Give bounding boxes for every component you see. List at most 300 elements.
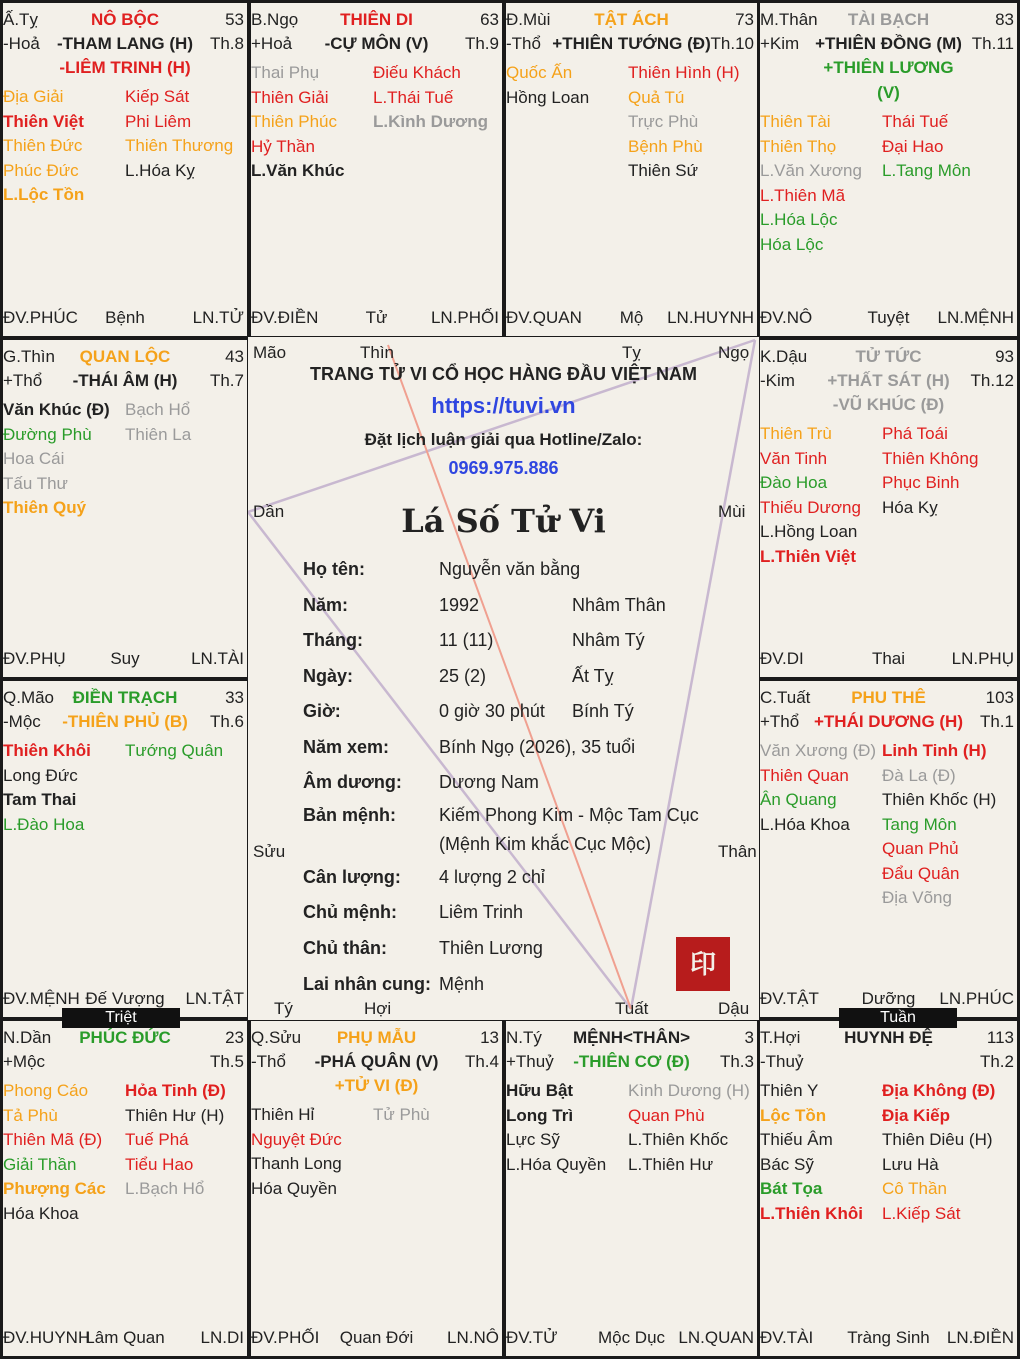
- palace-name: PHU THÊ: [851, 688, 926, 707]
- truong-sinh: Dưỡng: [861, 989, 916, 1008]
- star-item: Tấu Thư: [3, 473, 68, 493]
- palace-thin[interactable]: [0, 337, 250, 680]
- info-row: [303, 737, 753, 767]
- chart-heading: Lá Số Tử Vi: [401, 502, 606, 540]
- luu-nien: LN.TÀI: [191, 649, 244, 668]
- hotline-phone[interactable]: 0969.975.886: [448, 458, 559, 478]
- palace-main-row: [3, 712, 247, 734]
- star-column-left: [3, 1079, 106, 1226]
- dai-van: ĐV.MỆNH: [3, 989, 80, 1008]
- palace-footer: [760, 647, 1017, 669]
- palace-main-row: [760, 371, 1017, 393]
- star-item: Thiên Y: [760, 1081, 819, 1100]
- star-item: Thiên Diêu (H): [882, 1130, 993, 1149]
- star-item: Nguyệt Đức: [251, 1129, 342, 1149]
- palace-main-row: [3, 1052, 247, 1074]
- star-item: Văn Tinh: [760, 448, 828, 468]
- palace-can-chi: N.Dần: [3, 1028, 52, 1047]
- star-column-right: [882, 422, 978, 520]
- info-key: Năm:: [303, 595, 349, 615]
- star-item: L.Đào Hoa: [3, 814, 85, 834]
- info-value-canchi: Nhâm Thân: [572, 595, 666, 615]
- corner-dan: Dần: [253, 502, 285, 521]
- star-item: L.Lộc Tồn: [3, 185, 85, 204]
- star-item: L.Tang Môn: [882, 161, 971, 180]
- star-item: Tả Phù: [3, 1105, 58, 1125]
- star-item: L.Văn Khúc: [251, 161, 345, 180]
- info-row: [303, 666, 753, 696]
- palace-can-chi: Ấ.Tỵ: [3, 10, 38, 29]
- palace-th: Th.12: [970, 371, 1014, 390]
- star-item: Phá Toái: [882, 424, 948, 443]
- palace-name: THIÊN DI: [340, 10, 413, 29]
- palace-footer: [251, 306, 502, 328]
- palace-age: 113: [986, 1028, 1014, 1047]
- truong-sinh: Bệnh: [105, 308, 145, 327]
- corner-dau: Dậu: [718, 999, 750, 1018]
- palace-header: [3, 681, 247, 705]
- star-item: Văn Khúc (Đ): [3, 400, 110, 419]
- info-row: [303, 701, 753, 731]
- star-item: L.Thiên Khôi: [760, 1203, 863, 1223]
- star-column-left: [506, 1079, 606, 1177]
- palace-ty[interactable]: [0, 0, 250, 339]
- star-item: L.Bạch Hổ: [125, 1179, 205, 1198]
- star-item: Thiên Phúc: [251, 112, 337, 131]
- palace-element: -Mộc: [3, 712, 41, 731]
- star-column-left: [760, 110, 862, 257]
- star-column-right: [125, 398, 191, 447]
- star-item: Thiên Trù: [760, 424, 832, 443]
- star-item: Thiên Thương: [125, 136, 234, 155]
- star-item: Bạch Hổ: [125, 400, 191, 419]
- corner-suu: Sửu: [253, 842, 286, 861]
- palace-main-row: [3, 371, 247, 393]
- star-item: Hóa Quyền: [251, 1178, 337, 1198]
- star-item: Lực Sỹ: [506, 1130, 560, 1149]
- dai-van: ĐV.NÔ: [760, 308, 813, 327]
- info-key: Chủ thân:: [303, 938, 387, 958]
- palace-header: [760, 340, 1017, 364]
- info-value-canchi: Nhâm Tý: [572, 630, 645, 650]
- info-key: Năm xem:: [303, 737, 390, 757]
- dai-van: ĐV.TẬT: [760, 989, 819, 1008]
- palace-th: Th.10: [710, 34, 754, 53]
- star-item: L.Thái Tuế: [373, 87, 454, 107]
- palace-tag-mao: Triệt: [62, 1008, 180, 1028]
- info-value: 11 (11): [439, 630, 494, 650]
- star-column-right: [628, 61, 739, 184]
- palace-header: [506, 3, 757, 27]
- palace-header: [760, 3, 1017, 27]
- star-item: Hỏa Tinh (Đ): [125, 1081, 226, 1100]
- info-value: Bính Ngọ (2026), 35 tuổi: [439, 737, 636, 757]
- luu-nien: LN.PHỤ: [951, 649, 1014, 668]
- main-star: -THIÊN CƠ (Đ): [573, 1052, 690, 1071]
- star-column-right: [125, 739, 223, 764]
- star-item: Bác Sỹ: [760, 1154, 814, 1174]
- info-row: [303, 559, 753, 589]
- luu-nien: LN.TỬ: [192, 308, 244, 327]
- palace-can-chi: K.Dậu: [760, 347, 808, 366]
- secondary-main-star: +THIÊN LƯƠNG: [823, 58, 954, 77]
- palace-footer: [506, 1326, 757, 1348]
- star-item: Đại Hao: [882, 136, 944, 156]
- star-item: Thiên Khốc (H): [882, 790, 997, 809]
- corner-tyi: Tý: [274, 999, 293, 1018]
- truong-sinh: Quan Đới: [339, 1328, 414, 1347]
- star-item: Long Đức: [3, 765, 78, 785]
- palace-th: Th.7: [209, 371, 244, 390]
- palace-th: Th.2: [979, 1052, 1014, 1071]
- info-value-canchi: Ất Tỵ: [572, 666, 614, 686]
- star-item: L.Hóa Kỵ: [125, 160, 195, 180]
- star-item: Phục Binh: [882, 473, 960, 492]
- palace-footer: [3, 1326, 247, 1348]
- star-column-left: [760, 1079, 863, 1226]
- star-column-left: [3, 739, 91, 837]
- star-column-left: [3, 85, 84, 208]
- info-key: Lai nhân cung:: [303, 974, 431, 994]
- palace-th: Th.6: [209, 712, 244, 731]
- star-item: Thiên Việt: [3, 111, 84, 131]
- star-item: Đẩu Quân: [882, 863, 960, 883]
- palace-element: -Thổ: [251, 1052, 286, 1071]
- star-item: Quan Phù: [628, 1105, 705, 1125]
- dai-van: ĐV.PHÚC: [3, 308, 78, 327]
- luu-nien: LN.MỆNH: [937, 308, 1014, 327]
- main-star: -THIÊN PHỦ (B): [62, 712, 188, 731]
- dai-van: ĐV.HUYNH: [3, 1328, 91, 1347]
- palace-th: Th.3: [719, 1052, 754, 1071]
- palace-name: PHÚC ĐỨC: [79, 1028, 171, 1047]
- info-value: Thiên Lương: [439, 938, 543, 958]
- corner-ty: Tỵ: [622, 343, 641, 362]
- secondary-main-star-brightness: (V): [877, 83, 900, 102]
- palace-age: 53: [225, 10, 244, 29]
- star-item: L.Hóa Khoa: [760, 814, 850, 834]
- palace-element: +Mộc: [3, 1052, 46, 1071]
- palace-main-row: [760, 712, 1017, 734]
- star-item: Bát Tọa: [760, 1179, 823, 1198]
- secondary-main-star: +TỬ VI (Đ): [334, 1076, 419, 1095]
- star-column-right: [125, 85, 233, 183]
- palace-can-chi: N.Tý: [506, 1028, 542, 1047]
- palace-main-row: [760, 1052, 1017, 1074]
- truong-sinh: Tử: [365, 308, 388, 327]
- star-item: L.Hóa Lộc: [760, 210, 838, 229]
- star-item: L.Thiên Hư: [628, 1154, 714, 1174]
- palace-age: 93: [995, 347, 1014, 366]
- palace-suu[interactable]: [248, 1018, 505, 1359]
- star-item: Đào Hoa: [760, 473, 828, 492]
- palace-footer: [3, 306, 247, 328]
- info-row: [303, 595, 753, 625]
- luu-nien: LN.QUAN: [678, 1328, 754, 1347]
- star-item: Văn Xương (Đ): [760, 741, 877, 760]
- palace-tuat[interactable]: [757, 678, 1020, 1020]
- star-column-left: [506, 61, 589, 110]
- palace-age: 23: [225, 1028, 244, 1047]
- palace-can-chi: M.Thân: [760, 10, 818, 29]
- palace-th: Th.5: [209, 1052, 244, 1071]
- palace-name: ĐIỀN TRẠCH: [72, 688, 178, 707]
- star-column-left: [760, 739, 876, 837]
- palace-mui[interactable]: [503, 0, 760, 339]
- star-item: Kình Dương (H): [628, 1081, 750, 1100]
- star-item: Lộc Tồn: [760, 1105, 827, 1125]
- star-item: Thiếu Âm: [760, 1130, 833, 1149]
- main-star: -THAM LANG (H): [57, 34, 193, 53]
- main-star: -PHÁ QUÂN (V): [314, 1052, 439, 1071]
- main-star: -THÁI ÂM (H): [72, 371, 178, 390]
- palace-header: [506, 1021, 757, 1045]
- info-value-canchi: Bính Tý: [572, 701, 634, 721]
- info-row: [303, 805, 753, 835]
- palace-age: 103: [985, 688, 1014, 707]
- site-link[interactable]: https://tuvi.vn: [431, 393, 576, 418]
- star-item: Thiên Hỉ: [251, 1105, 315, 1124]
- star-item: Hóa Lộc: [760, 234, 824, 254]
- palace-main-row: [506, 34, 757, 56]
- star-item: Kiếp Sát: [125, 87, 190, 106]
- star-item: Địa Giải: [3, 87, 64, 106]
- palace-header: [251, 3, 502, 27]
- palace-name: PHỤ MẪU: [336, 1028, 417, 1047]
- palace-element: +Thổ: [760, 712, 800, 731]
- dai-van: ĐV.TÀI: [760, 1328, 814, 1347]
- star-item: Tang Môn: [882, 814, 957, 834]
- star-item: Hữu Bật: [506, 1081, 574, 1100]
- palace-age: 43: [225, 347, 244, 366]
- palace-element: +Thổ: [3, 371, 43, 390]
- site-title: TRANG TỬ VI CỔ HỌC HÀNG ĐẦU VIỆT NAM: [310, 364, 697, 384]
- star-item: Long Trì: [506, 1105, 574, 1125]
- dai-van: ĐV.TỬ: [506, 1328, 558, 1347]
- star-item: Hóa Khoa: [3, 1203, 79, 1223]
- palace-hoi[interactable]: [757, 1018, 1020, 1359]
- star-column-left: [3, 398, 110, 521]
- palace-dau[interactable]: [757, 337, 1020, 680]
- palace-element: +Thuỷ: [506, 1052, 554, 1071]
- corner-mui: Mùi: [718, 502, 746, 521]
- palace-age: 13: [480, 1028, 499, 1047]
- star-item: Tam Thai: [3, 790, 77, 809]
- info-key: Giờ:: [303, 701, 341, 721]
- palace-can-chi: C.Tuất: [760, 688, 811, 707]
- info-key: Ngày:: [303, 666, 354, 686]
- palace-age: 33: [225, 688, 244, 707]
- main-star: +THIÊN TƯỚNG (Đ): [552, 34, 711, 53]
- star-item: Thiên Hư (H): [125, 1105, 225, 1125]
- palace-dan[interactable]: [0, 1018, 250, 1359]
- palace-main-row: [3, 34, 247, 56]
- truong-sinh: Mộc Dục: [597, 1328, 666, 1347]
- palace-footer: [760, 1326, 1017, 1348]
- palace-ngo[interactable]: [248, 0, 505, 339]
- palace-element: -Kim: [760, 371, 795, 390]
- star-item: Địa Võng: [882, 888, 952, 907]
- dai-van: ĐV.DI: [760, 649, 804, 668]
- star-item: Quan Phủ: [882, 839, 959, 858]
- palace-footer: [251, 1326, 502, 1348]
- palace-age: 73: [735, 10, 754, 29]
- star-item: Hoa Cái: [3, 449, 65, 468]
- star-item: Cô Thần: [882, 1179, 947, 1198]
- star-column-right: [373, 1103, 430, 1128]
- palace-footer: [3, 987, 247, 1009]
- star-column-left: [251, 61, 345, 184]
- star-column-left: [760, 422, 861, 569]
- hotline-label: Đặt lịch luận giải qua Hotline/Zalo:: [364, 430, 643, 449]
- secondary-main-star: -LIÊM TRINH (H): [59, 58, 191, 77]
- star-column-right: [882, 110, 971, 184]
- main-star: +THIÊN ĐỒNG (M): [815, 34, 962, 53]
- star-item: L.Thiên Việt: [760, 546, 857, 566]
- star-item: Tử Phù: [373, 1105, 430, 1124]
- info-value: 4 lượng 2 chỉ: [439, 867, 545, 887]
- corner-than: Thân: [718, 842, 757, 861]
- info-value: 0 giờ 30 phút: [439, 701, 545, 721]
- star-item: Thiên Quan: [760, 765, 849, 785]
- corner-ngo: Ngọ: [718, 343, 750, 362]
- palace-header: [251, 1021, 502, 1045]
- info-key: Âm dương:: [303, 772, 402, 792]
- star-item: Thiên Tài: [760, 112, 831, 131]
- palace-can-chi: B.Ngọ: [251, 10, 299, 29]
- star-item: Thanh Long: [251, 1154, 342, 1173]
- dai-van: ĐV.QUAN: [506, 308, 582, 327]
- palace-main-row: [760, 34, 1017, 56]
- main-star: +THÁI DƯƠNG (H): [813, 712, 963, 731]
- palace-element: -Thổ: [506, 34, 541, 53]
- palace-header: [3, 3, 247, 27]
- palace-name: QUAN LỘC: [79, 347, 171, 366]
- star-column-right: [125, 1079, 226, 1202]
- star-item: Phong Cáo: [3, 1081, 89, 1100]
- info-key: Cân lượng:: [303, 867, 401, 887]
- palace-element: -Thuỷ: [760, 1052, 804, 1071]
- star-item: Phi Liêm: [125, 111, 192, 131]
- star-item: Giải Thần: [3, 1154, 77, 1174]
- palace-age: 63: [480, 10, 499, 29]
- info-value: Kiếm Phong Kim - Mộc Tam Cục: [439, 805, 699, 825]
- palace-name: TỬ TỨC: [855, 347, 922, 366]
- palace-th: Th.1: [979, 712, 1014, 731]
- star-column-right: [882, 1079, 995, 1226]
- luu-nien: LN.NÔ: [447, 1328, 499, 1347]
- main-star: -CỰ MÔN (V): [324, 34, 429, 53]
- star-item: Thiếu Dương: [760, 497, 861, 517]
- star-item: Linh Tinh (H): [882, 741, 987, 760]
- star-item: L.Kiếp Sát: [882, 1203, 961, 1223]
- palace-mao[interactable]: [0, 678, 250, 1020]
- luu-nien: LN.DI: [200, 1328, 244, 1347]
- info-value: Nguyễn văn bằng: [439, 559, 581, 579]
- luu-nien: LN.ĐIỀN: [946, 1328, 1014, 1347]
- palace-can-chi: Q.Mão: [3, 688, 55, 707]
- star-item: Bệnh Phù: [628, 136, 703, 156]
- palace-tag-tuat: Tuần: [839, 1008, 957, 1028]
- palace-name: HUYNH ĐỆ: [844, 1028, 933, 1047]
- dai-van: ĐV.PHỐI: [251, 1328, 320, 1347]
- info-key: Họ tên:: [303, 559, 365, 579]
- palace-header: [760, 681, 1017, 705]
- secondary-main-star: -VŨ KHÚC (Đ): [832, 395, 945, 414]
- info-row: [303, 630, 753, 660]
- star-item: Thiên Quý: [3, 498, 87, 517]
- star-item: Thiên La: [125, 424, 192, 444]
- palace-footer: [760, 987, 1017, 1009]
- palace-name: TÀI BẠCH: [847, 10, 930, 29]
- palace-age: 83: [995, 10, 1014, 29]
- info-row: [303, 772, 753, 802]
- star-item: Thiên Mã (Đ): [3, 1130, 103, 1149]
- star-item: Thiên Sứ: [628, 161, 698, 180]
- star-item: Hỷ Thần: [251, 136, 315, 156]
- star-item: Trực Phù: [628, 112, 699, 131]
- star-item: Thiên Không: [882, 448, 979, 468]
- star-item: Ân Quang: [760, 790, 837, 809]
- star-item: Đường Phù: [3, 424, 92, 444]
- truong-sinh: Đế Vượng: [85, 989, 165, 1008]
- palace-name: MỆNH<THÂN>: [572, 1028, 691, 1047]
- star-item: Đà La (Đ): [882, 765, 956, 785]
- palace-than[interactable]: [757, 0, 1020, 339]
- star-item: Thái Tuế: [882, 112, 949, 131]
- star-item: Điếu Khách: [373, 63, 461, 82]
- palace-main-row: [251, 34, 502, 56]
- star-item: Thiên Hình (H): [628, 63, 740, 82]
- palace-main-row: [251, 1052, 502, 1074]
- palace-name: NÔ BỘC: [91, 10, 159, 29]
- star-item: Thiên Khôi: [3, 741, 91, 760]
- palace-ty2[interactable]: [503, 1018, 760, 1359]
- palace-footer: [760, 306, 1017, 328]
- palace-element: +Kim: [760, 34, 800, 53]
- truong-sinh: Tràng Sinh: [847, 1328, 930, 1347]
- star-column-right: [373, 61, 488, 135]
- info-key: Bản mệnh:: [303, 805, 397, 825]
- star-item: Thiên Giải: [251, 87, 329, 107]
- truong-sinh: Lâm Quan: [85, 1328, 165, 1347]
- corner-mao: Mão: [253, 343, 287, 362]
- truong-sinh: Suy: [110, 649, 140, 668]
- palace-age: 3: [744, 1028, 754, 1047]
- star-item: Tướng Quân: [125, 741, 224, 760]
- star-item: Phúc Đức: [3, 160, 79, 180]
- star-item: Tuế Phá: [125, 1130, 189, 1149]
- info-value: Mệnh: [439, 974, 485, 994]
- palace-footer: [3, 647, 247, 669]
- palace-th: Th.11: [971, 34, 1014, 53]
- star-item: L.Thiên Mã: [760, 185, 846, 205]
- star-item: Thai Phụ: [251, 63, 320, 82]
- palace-footer: [506, 306, 757, 328]
- palace-can-chi: Đ.Mùi: [506, 10, 551, 29]
- star-item: L.Thiên Khốc: [628, 1130, 729, 1149]
- info-value: 1992: [439, 595, 480, 615]
- corner-hoi: Hợi: [364, 999, 392, 1018]
- palace-main-row: [506, 1052, 757, 1074]
- seal-stamp-icon: 印: [676, 937, 730, 991]
- star-column-right: [628, 1079, 750, 1177]
- star-item: Thiên Thọ: [760, 136, 837, 156]
- star-item: Địa Không (Đ): [882, 1081, 996, 1100]
- palace-can-chi: Q.Sửu: [251, 1028, 302, 1047]
- info-row: [303, 902, 753, 932]
- palace-name: TẬT ÁCH: [594, 10, 669, 29]
